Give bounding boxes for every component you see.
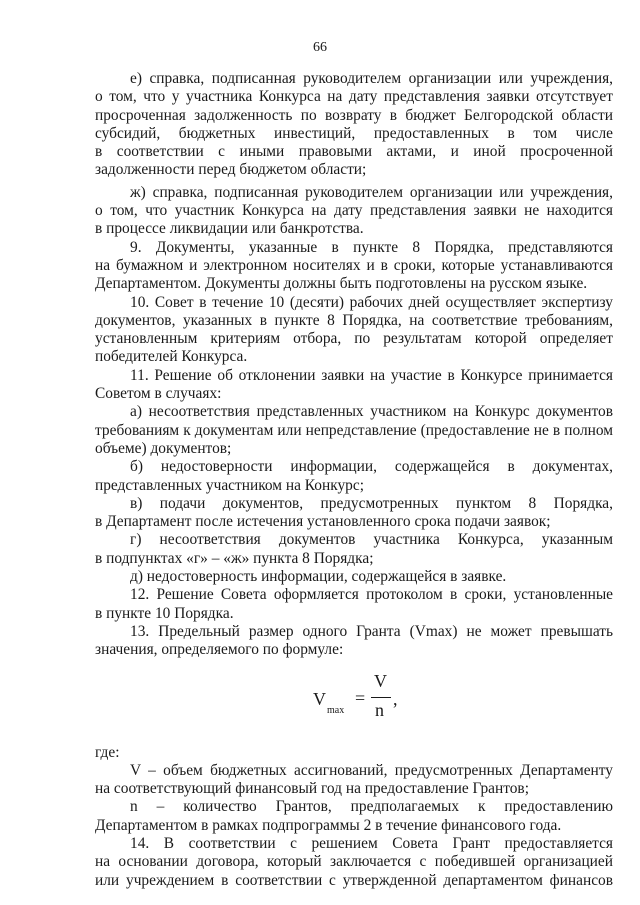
formula-fraction-bar	[371, 697, 391, 698]
text-line: б) недостоверности информации, содержащейся в документах,	[130, 458, 613, 476]
text-line: в) подачи документов, предусмотренных пунктом 8 Порядка,	[130, 494, 613, 512]
text-line: в подпунктах «г» – «ж» пункта 8 Порядка;	[95, 549, 374, 567]
text-line: где:	[95, 743, 120, 761]
text-line: Департаментом в рамках подпрограммы 2 в течение финансового года.	[95, 816, 562, 834]
text-line: документов, указанных в пункте 8 Порядка, на соответствие требованиям,	[95, 311, 613, 329]
text-line: в соответствии с иными правовыми актами, и иной просроченной	[95, 143, 613, 161]
text-line: Департаментом. Документы должны быть подготовлены на русском языке.	[95, 275, 588, 293]
text-line: 14. В соответствии с решением Совета Грант предоставляется	[130, 834, 613, 852]
text-line: субсидий, бюджетных инвестиций, предоставленных в том числе	[95, 124, 613, 142]
text-line: ж) справка, подписанная руководителем организации или учреждения,	[130, 183, 613, 201]
text-line: 12. Решение Совета оформляется протоколом в сроки, установленные	[130, 586, 613, 604]
formula-lhs: V	[313, 688, 326, 709]
text-line: на бумажном и электронном носителях и в сроки, которые устанавливаются	[95, 256, 613, 274]
text-line: о том, что у участника Конкурса на дату представления заявки отсутствует	[95, 88, 613, 106]
document-body	[95, 70, 613, 890]
text-line: задолженности перед бюджетом области;	[95, 161, 367, 179]
text-line: просроченная задолженность по возврату в бюджет Белгородской области	[95, 106, 613, 124]
page-number: 66	[313, 40, 327, 55]
text-line: требованиям к документам или непредставление (предоставление не в полном	[95, 421, 613, 439]
formula-comma: ,	[393, 688, 398, 709]
text-line: на соответствующий финансовый год на предоставление Грантов;	[95, 780, 529, 798]
text-line: 13. Предельный размер одного Гранта (Vmax) не может превышать	[130, 622, 613, 640]
text-line: представленных участником на Конкурс;	[95, 476, 364, 494]
text-line: на основании договора, который заключается с победившей организацией	[95, 853, 613, 871]
formula	[95, 670, 613, 738]
text-line: в пункте 10 Порядка.	[95, 604, 234, 622]
text-line: установленным критериям отбора, по результатам которой определяет	[95, 330, 613, 348]
formula-denominator: n	[375, 699, 384, 720]
text-line: г) несоответствия документов участника Конкурса, указанным	[130, 531, 613, 549]
text-line: д) недостоверность информации, содержащейся в заявке.	[130, 568, 507, 586]
text-line: победителей Конкурса.	[95, 348, 248, 366]
text-line: в процессе ликвидации или банкротства.	[95, 220, 364, 238]
text-line: V – объем бюджетных ассигнований, предусмотренных Департаменту	[130, 761, 613, 779]
text-line: 10. Совет в течение 10 (десяти) рабочих дней осуществляет экспертизу	[130, 293, 613, 311]
text-line: 11. Решение об отклонении заявки на участие в Конкурсе принимается	[130, 366, 613, 384]
text-line: о том, что участник Конкурса на дату представления заявки не находится	[95, 202, 613, 220]
text-line: 9. Документы, указанные в пункте 8 Порядка, представляются	[130, 238, 613, 256]
text-line: n – количество Грантов, предполагаемых к предоставлению	[130, 798, 613, 816]
text-line: в Департамент после истечения установленного срока подачи заявок;	[95, 513, 551, 531]
formula-equals: =	[355, 687, 366, 708]
text-line: Советом в случаях:	[95, 385, 222, 403]
text-line: е) справка, подписанная руководителем организации или учреждения,	[130, 70, 613, 87]
text-line: значения, определяемого по формуле:	[95, 641, 344, 659]
text-line: а) несоответствия представленных участником на Конкурс документов	[130, 403, 613, 421]
text-line: или учреждением в соответствии с утвержденной департаментом финансов	[95, 871, 613, 889]
formula-numerator: V	[374, 670, 387, 691]
formula-lhs-subscript: max	[327, 704, 345, 716]
text-line: объеме) документов;	[95, 439, 232, 457]
